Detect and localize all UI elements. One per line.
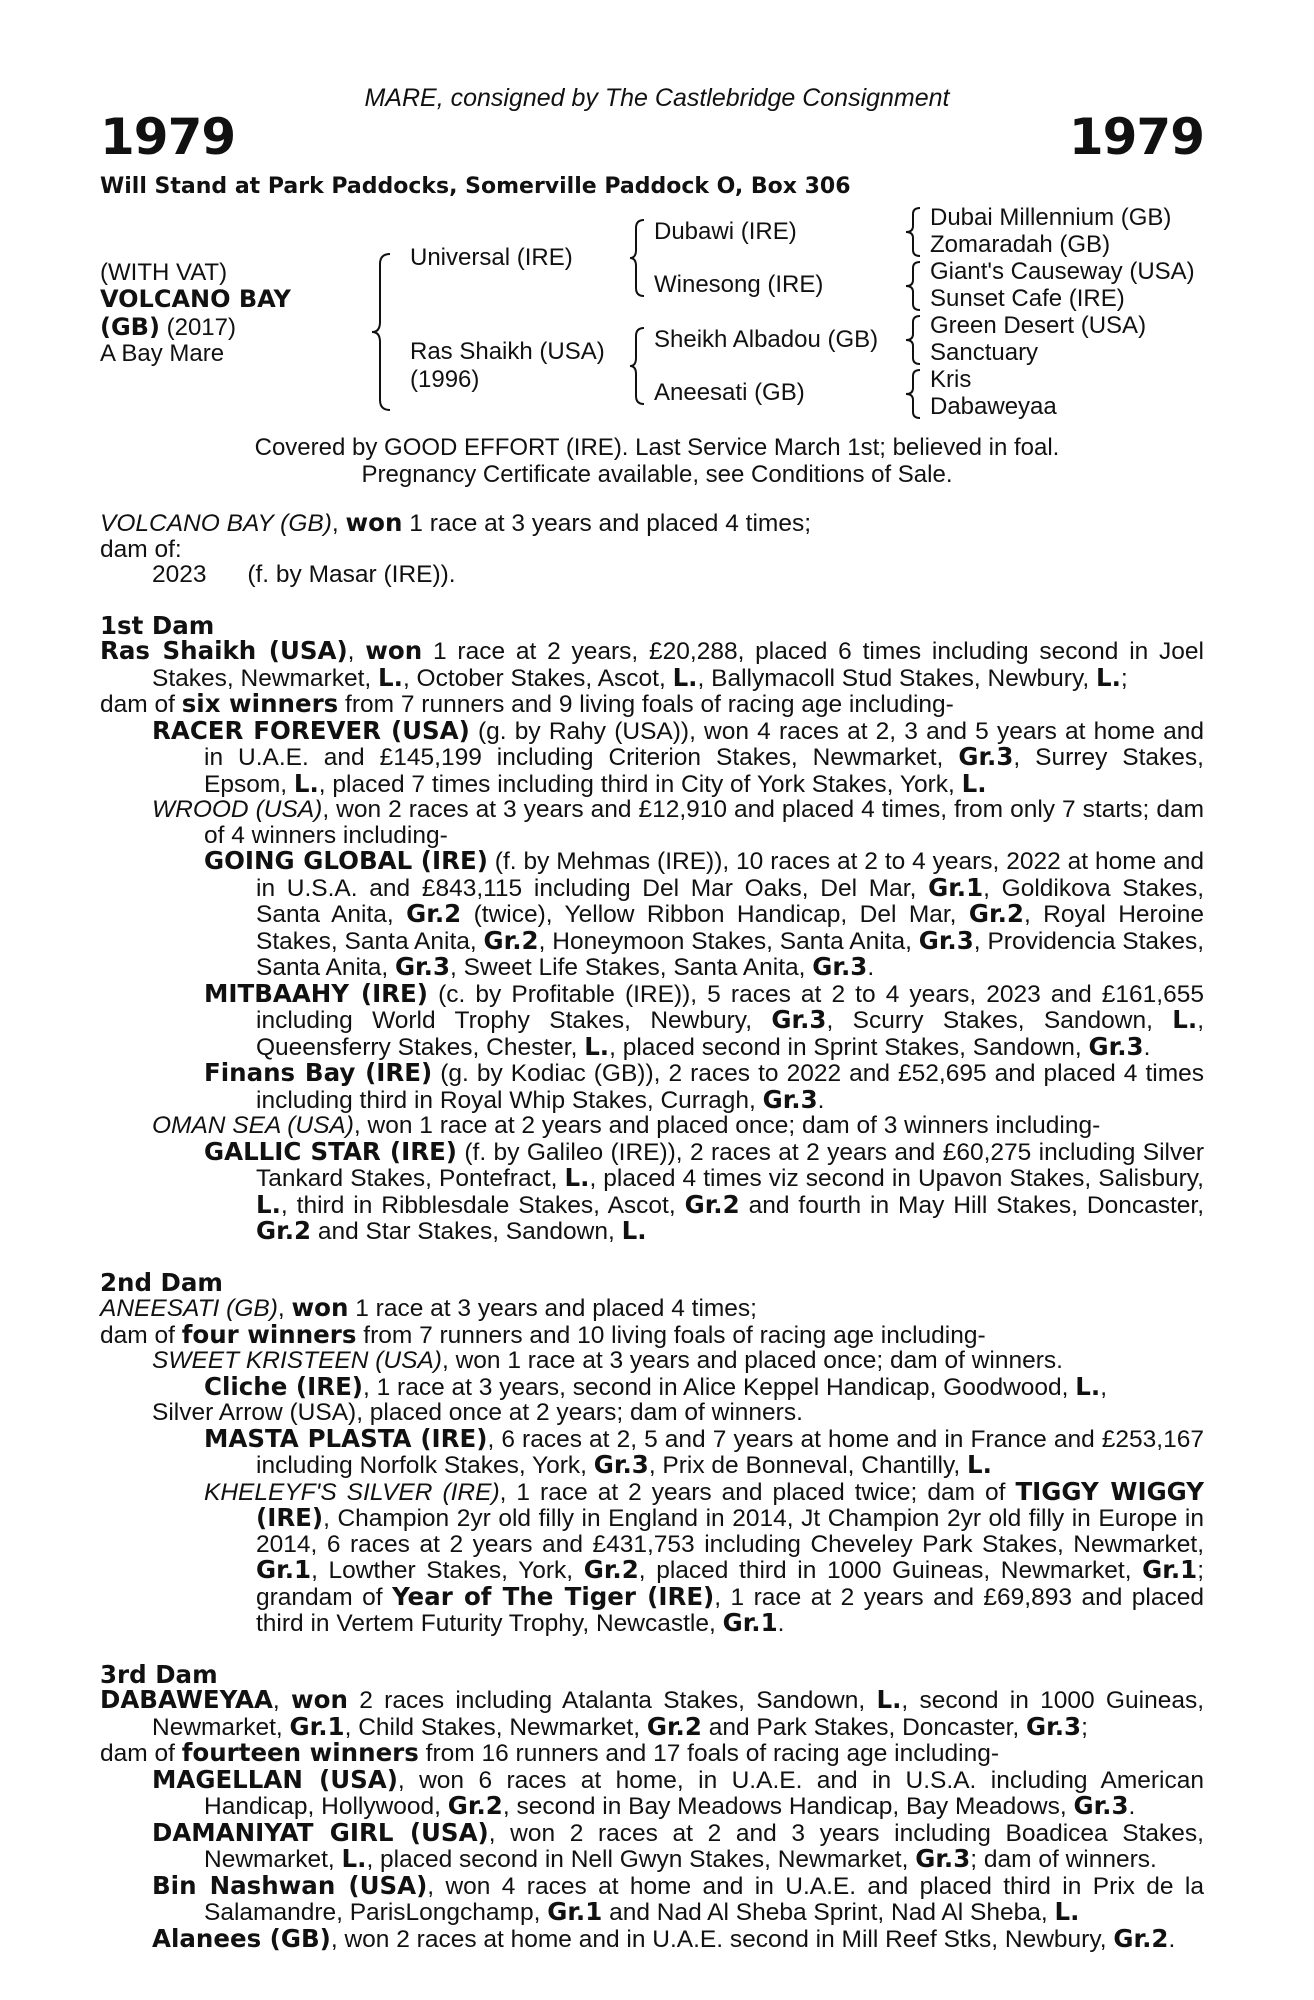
produce-racer-forever: RACER FOREVER (USA) (g. by Rahy (USA)), won 4 races at 2, 3 and 5 years at home and in U.A.E. and £145,199 including Criterion Stakes, Newmarket, Gr.3, Surrey Stakes, Epsom, L., placed 7 times including third in City of York Stakes, York, L. <box>152 715 1204 798</box>
produce-alanees: Alanees (GB), won 2 races at home and in U.A.E. second in Mill Reef Stks, Newbury, Gr.2. <box>152 1923 1176 1953</box>
horse-name: VOLCANO BAY <box>100 285 291 313</box>
pedigree-g1: Dubai Millennium (GB) <box>930 204 1172 231</box>
produce-record <box>100 510 1204 1952</box>
produce-masta-plasta: MASTA PLASTA (IRE), 6 races at 2, 5 and 7 years at home and in France and £253,167 including Norfolk Stakes, York, Gr.3, Prix de Bonneval, Chantilly, L. <box>204 1423 1204 1479</box>
pedigree-dam-dam: Aneesati (GB) <box>654 379 805 406</box>
third-dam-record: DABAWEYAA, won 2 races including Atalanta Stakes, Sandown, L., second in 1000 Guineas, Newmarket, Gr.1, Child Stakes, Newmarket, Gr.2 and Park Stakes, Doncaster, Gr.3; <box>100 1685 1204 1741</box>
produce-bin-nashwan: Bin Nashwan (USA), won 4 races at home and in U.A.E. and placed third in Prix de la Salamandre, ParisLongchamp, Gr.1 and Nad Al Sheba Sprint, Nad Al Sheba, L. <box>152 1870 1204 1926</box>
covered-note <box>0 434 1314 488</box>
pedigree-g4: Sunset Cafe (IRE) <box>930 285 1125 312</box>
horse-origin-year: (GB) (2017) <box>100 313 236 341</box>
lot-number-right: 1979 <box>1068 108 1204 166</box>
pedigree-brace-g2 <box>904 260 922 312</box>
pedigree-g5: Green Desert (USA) <box>930 312 1147 339</box>
pedigree-sire: Universal (IRE) <box>410 244 573 271</box>
stand-location: Will Stand at Park Paddocks, Somerville Paddock O, Box 306 <box>100 174 851 199</box>
produce-kheleyfs-silver: KHELEYF'S SILVER (IRE), 1 race at 2 years and placed twice; dam of TIGGY WIGGY (IRE), Champion 2yr old filly in England in 2014, Jt Champion 2yr old filly in Europe in 2014, 6 races at 2 years and £431,753 including Cheveley Park Stakes, Newmarket, Gr.1, Lowther Stakes, York, Gr.2, placed third in 1000 Guineas, Newmarket, Gr.1; grandam of Year of The Tiger (IRE), 1 race at 2 years and £69,893 and placed third in Vertem Futurity Trophy, Newcastle, Gr.1. <box>204 1476 1204 1637</box>
pedigree-g6: Sanctuary <box>930 339 1039 366</box>
first-dam-produce: dam of six winners from 7 runners and 9 living foals of racing age including- <box>100 689 954 718</box>
horse-description: A Bay Mare <box>100 340 225 367</box>
produce-mitbaahy: MITBAAHY (IRE) (c. by Profitable (IRE)), 5 races at 2 to 4 years, 2023 and £161,655 including World Trophy Stakes, Newbury, Gr.3, Scurry Stakes, Sandown, L., Queensferry Stakes, Chester, L., placed second in Sprint Stakes, Sandown, Gr.3. <box>204 978 1205 1061</box>
pedigree-brace-g1 <box>904 206 922 258</box>
pedigree-brace-sire <box>628 218 646 298</box>
produce-finans-bay: Finans Bay (IRE) (g. by Kodiac (GB)), 2 races to 2022 and £52,695 and placed 4 times including third in Royal Whip Stakes, Curragh, Gr.3. <box>204 1058 1204 1114</box>
produce-magellan: MAGELLAN (USA), won 6 races at home, in U.A.E. and in U.S.A. including American Handicap, Hollywood, Gr.2, second in Bay Meadows Handicap, Bay Meadows, Gr.3. <box>152 1764 1204 1820</box>
covered-line-1: Covered by GOOD EFFORT (IRE). Last Service March 1st; believed in foal. <box>254 434 1060 461</box>
vat-label: (WITH VAT) <box>100 259 228 286</box>
pedigree-brace-g3 <box>904 314 922 366</box>
third-dam-heading: 3rd Dam <box>100 1659 218 1689</box>
subject-record: VOLCANO BAY (GB), won 1 race at 3 years and placed 4 times; <box>100 508 812 537</box>
produce-wrood: WROOD (USA), won 2 races at 3 years and £12,910 and placed 4 times, from only 7 starts; dam of 4 winners including- <box>152 796 1205 849</box>
pedigree-dam-sire: Sheikh Albadou (GB) <box>654 326 879 353</box>
produce-cliche: Cliche (IRE), 1 race at 3 years, second in Alice Keppel Handicap, Goodwood, L., <box>204 1371 1108 1401</box>
pedigree-brace-g4 <box>904 368 922 420</box>
pedigree-g2: Zomaradah (GB) <box>930 231 1111 258</box>
pedigree-g7: Kris <box>930 366 972 393</box>
produce-2023: 2023 (f. by Masar (IRE)). <box>152 561 456 588</box>
produce-oman-sea: OMAN SEA (USA), won 1 race at 2 years and placed once; dam of 3 winners including- <box>152 1112 1101 1139</box>
pedigree-g8: Dabaweyaa <box>930 393 1057 420</box>
produce-gallic-star: GALLIC STAR (IRE) (f. by Galileo (IRE)), 2 races at 2 years and £60,275 including Silver Tankard Stakes, Pontefract, L., placed 4 times viz second in Upavon Stakes, Salisbury, L., third in Ribblesdale Stakes, Ascot, Gr.2 and fourth in May Hill Stakes, Doncaster, Gr.2 and Star Stakes, Sandown, L. <box>204 1136 1204 1245</box>
produce-damaniyat-girl: DAMANIYAT GIRL (USA), won 2 races at 2 and 3 years including Boadicea Stakes, Newmarket, L., placed second in Nell Gwyn Stakes, Newmarket, Gr.3; dam of winners. <box>152 1817 1204 1873</box>
pedigree-brace-main <box>370 252 392 412</box>
first-dam-heading: 1st Dam <box>100 610 215 640</box>
consignment-line: MARE, consigned by The Castlebridge Consignment <box>364 84 950 112</box>
covered-line-2: Pregnancy Certificate available, see Conditions of Sale. <box>361 461 953 488</box>
pedigree-dam-year: (1996) <box>410 366 480 393</box>
second-dam-heading: 2nd Dam <box>100 1267 223 1297</box>
dam-of-line: dam of: <box>100 535 182 563</box>
second-dam-record: ANEESATI (GB), won 1 race at 3 years and placed 4 times; <box>100 1293 757 1322</box>
produce-sweet-kristeen: SWEET KRISTEEN (USA), won 1 race at 3 years and placed once; dam of winners. <box>152 1347 1063 1374</box>
pedigree-sire-dam: Winesong (IRE) <box>654 271 824 298</box>
third-dam-produce: dam of fourteen winners from 16 runners and 17 foals of racing age including- <box>100 1738 1000 1767</box>
produce-going-global: GOING GLOBAL (IRE) (f. by Mehmas (IRE)), 10 races at 2 to 4 years, 2022 at home and in U.S.A. and £843,115 including Del Mar Oaks, Del Mar, Gr.1, Goldikova Stakes, Santa Anita, Gr.2 (twice), Yellow Ribbon Handicap, Del Mar, Gr.2, Royal Heroine Stakes, Santa Anita, Gr.2, Honeymoon Stakes, Santa Anita, Gr.3, Providencia Stakes, Santa Anita, Gr.3, Sweet Life Stakes, Santa Anita, Gr.3. <box>204 846 1205 981</box>
lot-number-left: 1979 <box>100 108 236 166</box>
produce-silver-arrow: Silver Arrow (USA), placed once at 2 years; dam of winners. <box>152 1399 803 1426</box>
pedigree-sire-sire: Dubawi (IRE) <box>654 218 797 245</box>
pedigree-brace-dam <box>628 326 646 406</box>
pedigree-dam: Ras Shaikh (USA) <box>410 338 605 365</box>
pedigree-g3: Giant's Causeway (USA) <box>930 258 1195 285</box>
first-dam-record: Ras Shaikh (USA), won 1 race at 2 years, £20,288, placed 6 times including second in Joel Stakes, Newmarket, L., October Stakes, Ascot, L., Ballymacoll Stud Stakes, Newbury, L.; <box>100 636 1204 692</box>
second-dam-produce: dam of four winners from 7 runners and 10 living foals of racing age including- <box>100 1319 986 1349</box>
